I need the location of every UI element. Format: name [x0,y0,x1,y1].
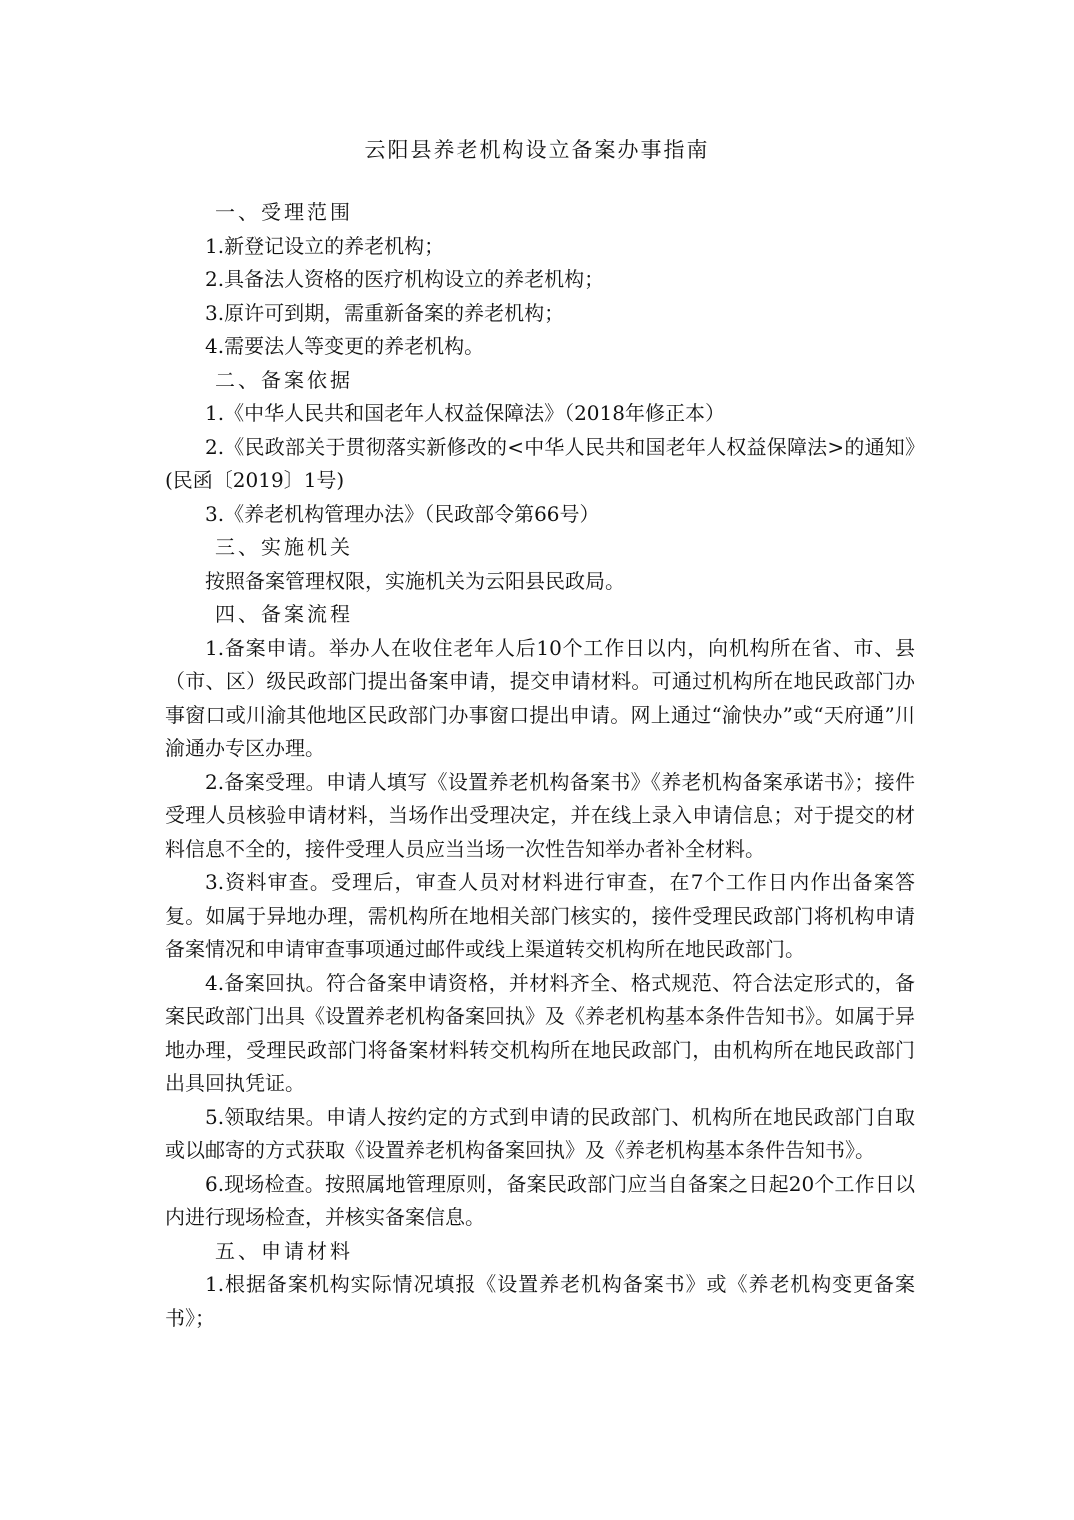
paragraph: 1.《中华人民共和国老年人权益保障法》（2018年修正本） [205,401,725,425]
paragraph: 2.备案受理。申请人填写《设置养老机构备案书》《养老机构备案承诺书》；接件受理人员核验申请材料，当场作出受理决定，并在线上录入申请信息；对于提交的材料信息不全的，接件受理人员应当当场一次性告知举办者补全材料。 [165,769,915,861]
paragraph: 3.原许可到期，需重新备案的养老机构； [205,300,565,325]
paragraph: 5.领取结果。申请人按约定的方式到申请的民政部门、机构所在地民政部门自取或以邮寄的方式获取《设置养老机构备案回执》及《养老机构基本条件告知书》。 [165,1104,915,1162]
paragraph: 4.备案回执。符合备案申请资格，并材料齐全、格式规范、符合法定形式的，备案民政部门出具《设置养老机构备案回执》及《养老机构基本条件告知书》。如属于异地办理，受理民政部门将备案材料转交机构所在地民政部门，由机构所在地民政部门出具回执凭证。 [165,970,915,1095]
paragraph: 1.新登记设立的养老机构； [205,233,445,258]
paragraph: 1.备案申请。举办人在收住老年人后10个工作日以内，向机构所在省、市、县（市、区）级民政部门提出备案申请，提交申请材料。可通过机构所在地民政部门办事窗口或川渝其他地区民政部门办事窗口提出申请。网上通过“渝快办”或“天府通”川渝通办专区办理。 [165,635,915,760]
document-title: 云阳县养老机构设立备案办事指南 [364,138,710,162]
paragraph: 3.资料审查。受理后，审查人员对材料进行审查，在7个工作日内作出备案答复。如属于异地办理，需机构所在地相关部门核实的，接件受理民政部门将机构申请备案情况和申请审查事项通过邮件或线上渠道转交机构所在地民政部门。 [165,870,915,961]
section-heading-authority: 三、实施机关 [215,535,353,559]
paragraph: 按照备案管理权限，实施机关为云阳县民政局。 [205,568,625,593]
paragraph: 2.具备法人资格的医疗机构设立的养老机构； [205,267,605,291]
paragraph: 3.《养老机构管理办法》（民政部令第66号） [205,501,600,526]
section-heading-process: 四、备案流程 [215,602,353,626]
section-heading-scope: 一、受理范围 [215,200,353,224]
section-heading-basis: 二、备案依据 [215,367,353,392]
paragraph: 4.需要法人等变更的养老机构。 [205,334,485,358]
paragraph: 2.《民政部关于贯彻落实新修改的<中华人民共和国老年人权益保障法>的通知》(民函〔2019〕1号) [165,434,915,492]
paragraph: 1.根据备案机构实际情况填报《设置养老机构备案书》或《养老机构变更备案书》； [165,1272,915,1330]
document-body [165,196,915,1335]
paragraph: 6.现场检查。按照属地管理原则，备案民政部门应当自备案之日起20个工作日以内进行现场检查，并核实备案信息。 [165,1171,915,1229]
section-heading-materials: 五、申请材料 [215,1238,353,1263]
